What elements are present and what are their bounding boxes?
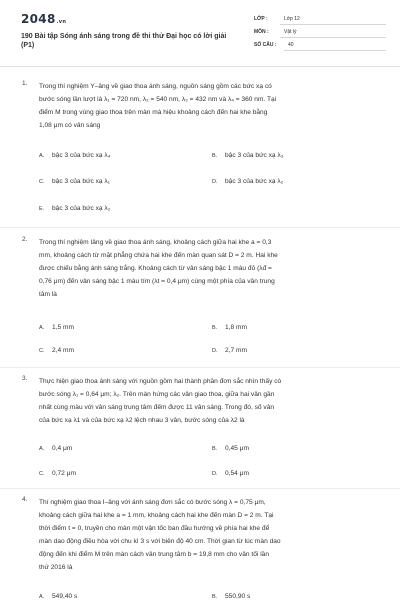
question-text	[39, 236, 384, 301]
option-c[interactable]	[39, 470, 76, 477]
header-divider	[0, 66, 400, 67]
question-number: 2.	[22, 236, 28, 243]
question-line: Trong thí nghiệm Iâng về giao thoa ánh sáng, khoảng cách giữa hai khe a = 0,3	[39, 239, 272, 246]
question-line: 0,76 μm) đến vân sáng bậc 1 màu tím (λt = 0,4 μm) cùng một phía của vân trung	[39, 278, 275, 285]
meta-underline	[280, 24, 386, 25]
question-number: 4.	[22, 496, 28, 503]
question-line: Thí nghiệm giao thoa I–âng với ánh sáng đơn sắc có bước sóng λ = 0,75 μm,	[39, 499, 266, 506]
option-letter: D.	[212, 471, 218, 477]
question-line: 1,08 μm có vân sáng	[39, 122, 101, 129]
option-letter: E.	[39, 206, 45, 212]
question-line: tâm là	[39, 291, 57, 298]
option-letter: A.	[39, 153, 45, 159]
meta-question-count	[254, 40, 386, 53]
question-separator	[0, 227, 400, 228]
option-letter: B.	[212, 446, 218, 452]
option-letter: A.	[39, 325, 45, 331]
option-text: 550,90 s	[225, 593, 251, 600]
option-text: 0,54 μm	[225, 470, 249, 477]
option-text: bậc 3 của bức xạ λ₂	[225, 178, 284, 185]
question-line: thời điểm t = 0, truyền cho màn một vận tốc ban đầu hướng về phía hai khe để	[39, 525, 270, 532]
question-line: của bức xạ λ1 và của bức xạ λ2 lệch nhau 3 vân, bước sóng của λ2 là	[39, 417, 245, 424]
option-letter: B.	[212, 325, 218, 331]
meta-key: LỚP :	[254, 16, 268, 22]
question-line: bước sóng λ₁ = 0,64 μm; λ₂. Trên màn hứng các vân giao thoa, giữa hai vân gần	[39, 391, 275, 398]
question-number: 1.	[22, 80, 28, 87]
logo-suffix: .vn	[56, 19, 67, 25]
option-text: 0,45 μm	[225, 445, 249, 452]
meta-class	[254, 14, 386, 27]
option-letter: A.	[39, 446, 45, 452]
option-text: 1,5 mm	[52, 324, 74, 331]
option-letter: C.	[39, 471, 45, 477]
option-text: bậc 3 của bức xạ λ₄	[52, 152, 111, 159]
option-text: 2,7 mm	[225, 347, 247, 354]
question-text	[39, 80, 384, 132]
option-a[interactable]	[39, 445, 72, 452]
question-line: được chiếu bằng ánh sáng trắng. Khoảng cách từ vân sáng bậc 1 màu đỏ (λđ =	[39, 265, 272, 272]
question-line: khoảng cách giữa hai khe a = 1 mm, khoảng cách hai khe đến màn D = 2 m. Tại	[39, 512, 274, 519]
question-line: màn dao động điều hòa với chu kì 3 s với biên độ 40 cm. Thời gian từ lúc màn dao	[39, 538, 281, 545]
meta-underline	[280, 37, 386, 38]
question-line: Trong thí nghiệm Y–âng về giao thoa ánh sáng, nguồn sáng gồm các bức xạ có	[39, 83, 272, 90]
question-line: động đến khi điểm M trên màn cách vân trung tâm b = 19,8 mm cho vân tối lần	[39, 551, 269, 558]
meta-value: Vật lý	[284, 29, 297, 35]
option-text: bậc 3 của bức xạ λ₃	[225, 152, 284, 159]
question-separator	[0, 367, 400, 368]
question-line: nhất cùng màu với vân sáng trung tâm đếm được 11 vân sáng. Trong đó, số vân	[39, 404, 275, 411]
meta-subject	[254, 27, 386, 40]
option-a[interactable]	[39, 152, 110, 159]
option-text: bậc 3 của bức xạ λ₁	[52, 178, 110, 185]
option-letter: C.	[39, 179, 45, 185]
document-title: 190 Bài tập Sóng ánh sáng trong đề thi thử Đại học có lời giải (P1)	[21, 33, 227, 49]
meta-key: MÔN :	[254, 29, 269, 35]
question-line: bước sóng lần lượt là λ₁ = 720 nm, λ₂ = 540 nm, λ₃ = 432 nm và λ₄ = 360 nm. Tại	[39, 96, 277, 103]
option-b[interactable]	[212, 593, 250, 600]
question-number: 3.	[22, 375, 28, 382]
option-a[interactable]	[39, 593, 77, 600]
option-letter: B.	[212, 153, 218, 159]
question-text	[39, 375, 384, 427]
question-line: điểm M trong vùng giao thoa trên màn mà hiệu khoảng cách đến hai khe bằng	[39, 109, 268, 116]
meta-value: 40	[288, 42, 294, 48]
question-line: mm, khoảng cách từ mặt phẳng chứa hai khe đến màn quan sát D = 2 m. Hai khe	[39, 252, 278, 259]
option-b[interactable]	[212, 152, 283, 159]
option-text: bậc 3 của bức xạ λ₂	[52, 205, 111, 212]
option-letter: D.	[212, 348, 218, 354]
logo-text: 2048	[21, 12, 56, 26]
page-header	[0, 0, 400, 66]
option-c[interactable]	[39, 178, 110, 185]
question-line: thứ 2016 là	[39, 564, 73, 571]
option-text: 0,4 μm	[52, 445, 73, 452]
option-b[interactable]	[212, 445, 249, 452]
option-letter: A.	[39, 594, 45, 600]
question-text	[39, 496, 384, 574]
option-e[interactable]	[39, 205, 110, 212]
option-text: 1,8 mm	[225, 324, 247, 331]
document-meta	[254, 14, 386, 53]
question-line: Thực hiện giao thoa ánh sáng với nguồn gồm hai thành phần đơn sắc nhìn thấy có	[39, 378, 282, 385]
option-a[interactable]	[39, 324, 74, 331]
option-letter: C.	[39, 348, 45, 354]
meta-underline	[284, 50, 386, 51]
meta-value: Lớp 12	[284, 16, 300, 22]
option-text: 2,4 mm	[52, 347, 74, 354]
site-logo[interactable]	[21, 12, 66, 26]
option-b[interactable]	[212, 324, 247, 331]
option-text: 0,72 μm	[52, 470, 76, 477]
option-c[interactable]	[39, 347, 74, 354]
option-d[interactable]	[212, 178, 283, 185]
option-text: 549,40 s	[52, 593, 78, 600]
option-letter: B.	[212, 594, 218, 600]
option-d[interactable]	[212, 470, 249, 477]
question-separator	[0, 488, 400, 489]
option-d[interactable]	[212, 347, 247, 354]
meta-key: SỐ CÂU :	[254, 42, 277, 48]
option-letter: D.	[212, 179, 218, 185]
